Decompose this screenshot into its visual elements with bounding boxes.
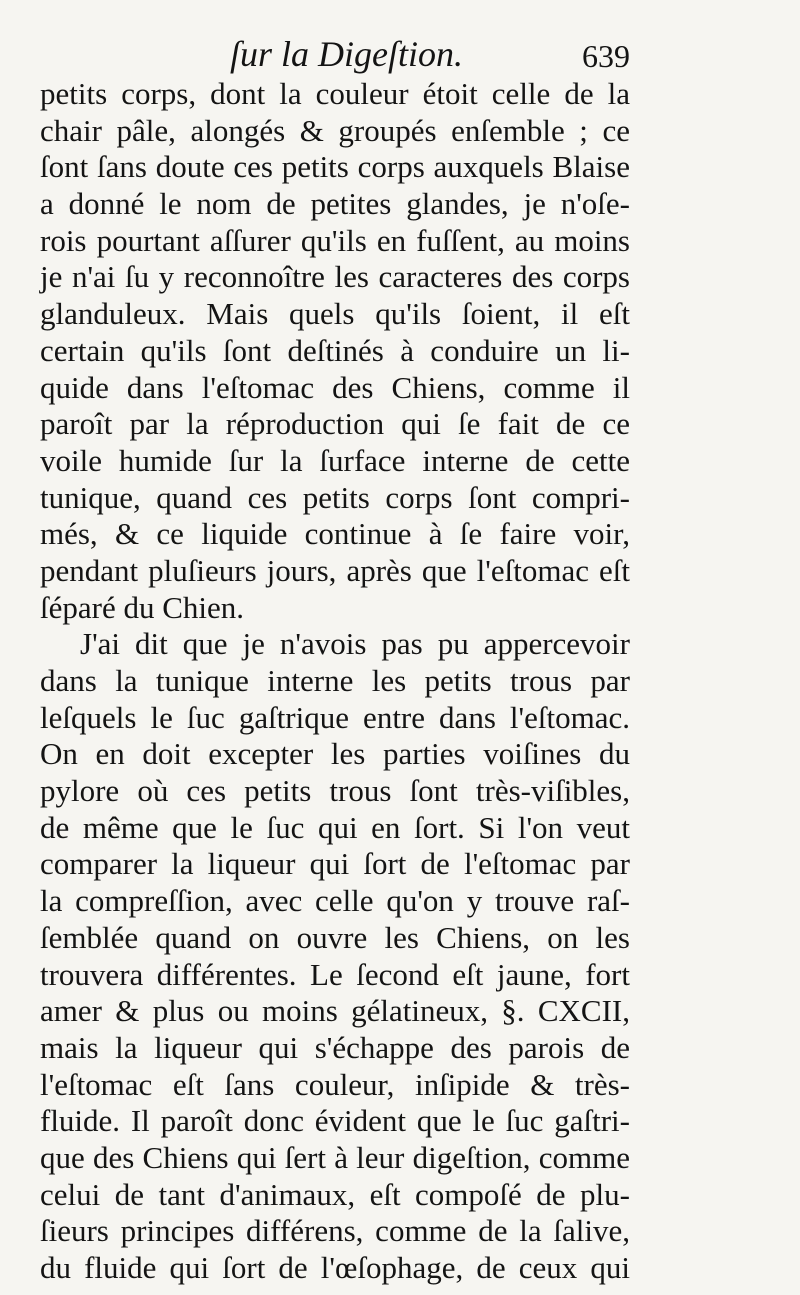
- page-header: [40, 30, 630, 78]
- text-line: pylore où ces petits trous ſont très-viſibles,: [40, 773, 630, 809]
- text-line: glanduleux. Mais quels qu'ils ſoient, il eſt: [40, 296, 630, 332]
- text-line: la compreſſion, avec celle qu'on y trouve raſ-: [40, 883, 630, 919]
- text-line: pendant pluſieurs jours, après que l'eſtomac eſt: [40, 552, 630, 588]
- text-line: tunique, quand ces petits corps ſont compri-: [40, 479, 630, 515]
- body-text: [40, 76, 630, 1287]
- text-line: mais la liqueur qui s'échappe des parois de: [40, 1029, 630, 1065]
- text-line: trouvera différentes. Le ſecond eſt jaune, fort: [40, 956, 630, 992]
- text-line: l'eſtomac eſt ſans couleur, inſipide & très-: [40, 1066, 630, 1102]
- text-line: dans la tunique interne les petits trous par: [40, 663, 630, 698]
- text-line: voile humide ſur la ſurface interne de cette: [40, 442, 630, 478]
- text-line: du fluide qui ſort de l'œſophage, de ceux qui: [40, 1250, 630, 1285]
- running-title: ſur la Digeſtion.: [230, 34, 463, 74]
- text-line: certain qu'ils ſont deſtinés à conduire un li-: [40, 332, 630, 368]
- text-line: ſont ſans doute ces petits corps auxquels Blaise: [40, 149, 630, 185]
- text-line: je n'ai ſu y reconnoître les caracteres des corps: [40, 259, 630, 295]
- text-line: a donné le nom de petites glandes, je n'oſe-: [40, 186, 630, 222]
- page-number: 639: [582, 38, 630, 74]
- text-line: quide dans l'eſtomac des Chiens, comme il: [40, 369, 630, 405]
- text-line: petits corps, dont la couleur étoit celle de la: [40, 76, 630, 111]
- text-line: ſemblée quand on ouvre les Chiens, on les: [40, 919, 630, 955]
- text-line: leſquels le ſuc gaſtrique entre dans l'eſtomac.: [40, 699, 630, 735]
- text-line: celui de tant d'animaux, eſt compoſé de plu-: [40, 1176, 630, 1212]
- text-line: més, & ce liquide continue à ſe faire voir,: [40, 516, 630, 552]
- text-line: fluide. Il paroît donc évident que le ſuc gaſtri-: [40, 1103, 630, 1139]
- paragraph-end-line: ſéparé du Chien.: [40, 589, 245, 625]
- text-line: de même que le ſuc qui en ſort. Si l'on veut: [40, 809, 630, 845]
- text-line: comparer la liqueur qui ſort de l'eſtomac par: [40, 846, 630, 882]
- text-line: On en doit excepter les parties voiſines du: [40, 736, 630, 772]
- text-line: que des Chiens qui ſert à leur digeſtion, comme: [40, 1139, 630, 1175]
- paragraph-start-line: J'ai dit que je n'avois pas pu appercevoir: [80, 626, 630, 662]
- text-line: chair pâle, alongés & groupés enſemble ; ce: [40, 112, 630, 148]
- text-line: paroît par la réproduction qui ſe fait de ce: [40, 406, 630, 442]
- text-line: amer & plus ou moins gélatineux, §. CXCII,: [40, 993, 630, 1029]
- text-line: ſieurs principes différens, comme de la ſalive,: [40, 1213, 630, 1249]
- text-line: rois pourtant aſſurer qu'ils en fuſſent, au moins: [40, 222, 630, 258]
